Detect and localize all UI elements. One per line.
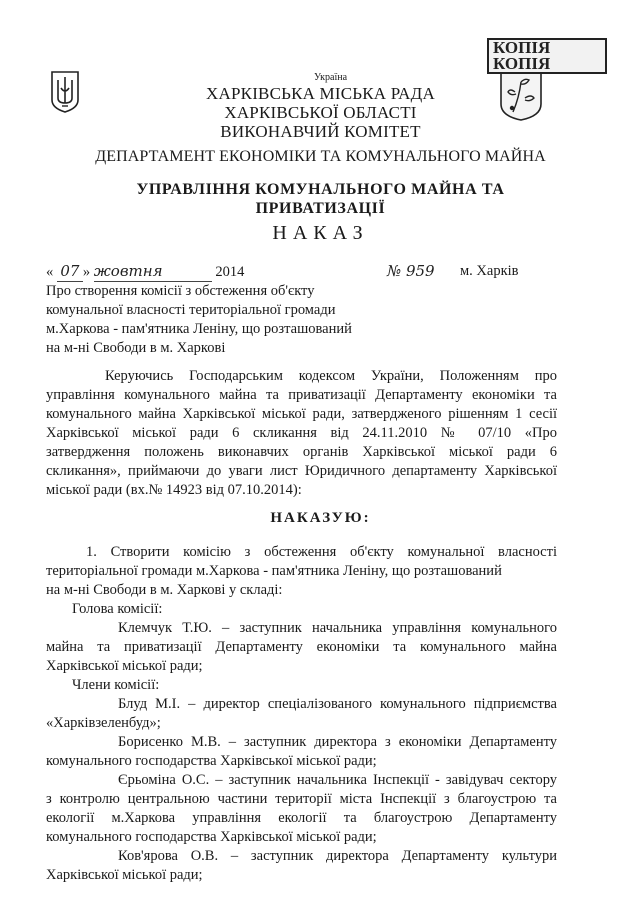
body-line: екології м.Харкова управління екології та благоустрою Департаменту [46,810,557,826]
preamble-line: управління комунального майна та приватизації Департаменту економіки та [46,387,557,403]
body-line: Клемчук Т.Ю. – заступник начальника управління комунального [118,620,557,636]
date-close-quote: » [82,264,91,280]
preamble-line: комунального майна Харківської міської ради, затвердженого рішенням 1 сесії [46,406,557,422]
body-line: комунального господарства Харківської міської ради; [46,753,377,769]
order-month: жовтня [94,262,212,282]
order-word: НАКАЗУЮ: [270,510,371,526]
order-title: НАКАЗ [272,222,369,244]
body-line: Харківської міської ради; [46,867,203,883]
body-line: майна та приватизації Департаменту економіки та комунального майна [46,639,557,655]
subject-line: на м-ні Свободи в м. Харкові [46,340,226,356]
stamp-line-1: КОПІЯ [493,38,551,57]
body-line: Члени комісії: [72,677,160,693]
management-line-2: ПРИВАТИЗАЦІЇ [255,200,386,217]
body-line: комунального господарства Харківської міської ради; [46,829,377,845]
preamble-line: міської ради (вх.№ 14923 від 07.10.2014): [46,482,302,498]
body-line: «Харківзеленбуд»; [46,715,161,731]
subject-line: комунальної власності територіальної громади [46,302,336,318]
order-year: 2014 [215,264,245,280]
subject-line: Про створення комісії з обстеження об'єкту [46,283,315,299]
body-line: Борисенко М.В. – заступник директора з економіки Департаменту [118,734,557,750]
body-line: з контролю центральною частини території міста Інспекції з благоустрою та [46,791,557,807]
body-line: Блуд М.І. – директор спеціалізованого комунального підприємства [118,696,557,712]
subject-line: м.Харкова - пам'ятника Леніну, що розташований [46,321,352,337]
management-line-1: УПРАВЛІННЯ КОМУНАЛЬНОГО МАЙНА ТА [136,181,505,198]
date-open-quote: « [46,264,54,280]
body-line: Голова комісії: [72,601,163,617]
order-city: м. Харків [460,263,519,279]
body-line: Харківської міської ради; [46,658,203,674]
copy-stamp [487,38,607,74]
body-line: Єрьоміна О.С. – заступник начальника Інспекції - завідувач сектору [118,772,557,788]
preamble-line: затвердження положень виконавчих органів Харківської міської ради 6 [46,444,557,460]
department-name: ДЕПАРТАМЕНТ ЕКОНОМІКИ ТА КОМУНАЛЬНОГО МАЙНА [95,148,546,165]
country-name: Україна [313,72,348,83]
order-date [46,262,244,282]
stamp-line-2: КОПІЯ [493,54,551,73]
preamble-line: Харківської міської ради 6 скликання від 24.11.2010 № 07/10 «Про [46,425,557,441]
committee-name: ВИКОНАВЧИЙ КОМІТЕТ [220,122,421,141]
body-line: на м-ні Свободи в м. Харкові у складі: [46,582,283,598]
order-day: 07 [57,262,83,282]
body-line: 1. Створити комісію з обстеження об'єкту комунальної власності [86,544,557,560]
region-name: ХАРКІВСЬКОЇ ОБЛАСТІ [224,103,417,122]
council-name: ХАРКІВСЬКА МІСЬКА РАДА [206,84,435,103]
body-line: територіальної громади м.Харкова - пам'ятника Леніну, що розташований [46,563,502,579]
preamble-line: Керуючись Господарським кодексом України, Положенням про [105,368,557,384]
preamble-line: скликання», приймаючи до уваги лист Юридичного департаменту Харківської [46,463,557,479]
order-number: № 959 [387,262,435,280]
body-line: Ков'ярова О.В. – заступник директора Департаменту культури [118,848,557,864]
